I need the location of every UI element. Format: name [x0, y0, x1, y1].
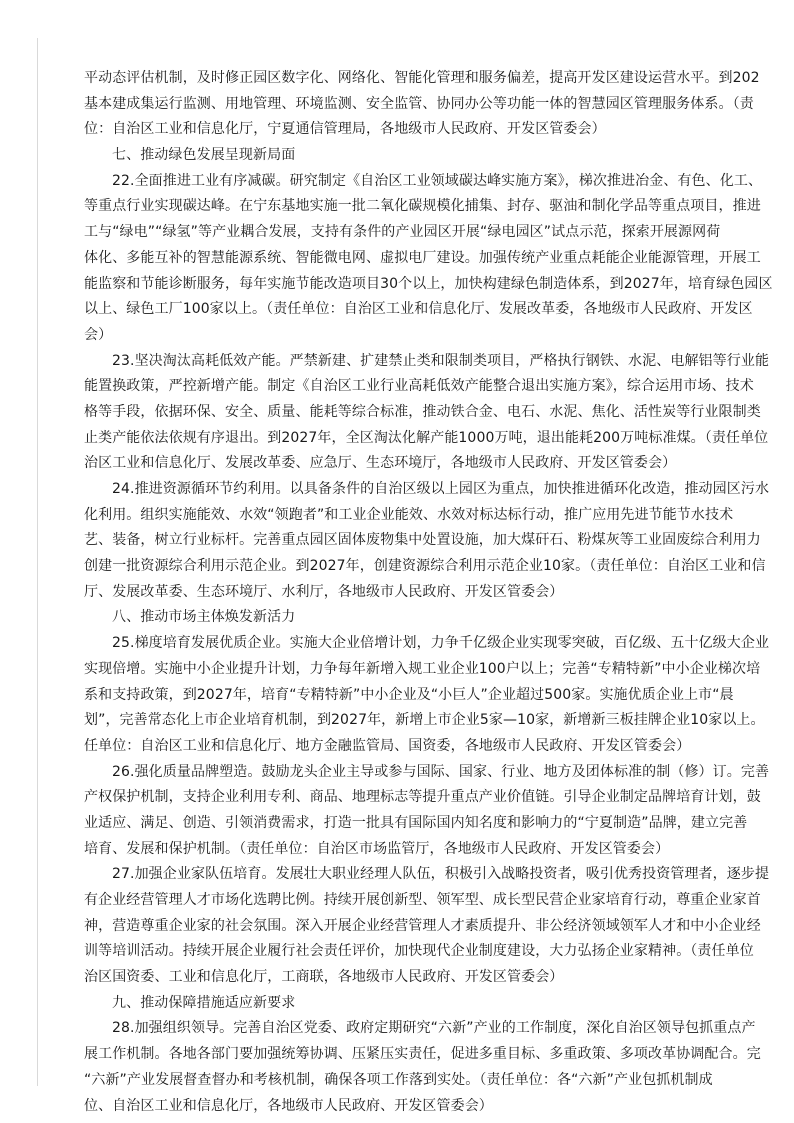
text-line: 会）: [84, 326, 113, 343]
page-margin-rule: [37, 38, 38, 1086]
text-line: 以上、绿色工厂100家以上。（责任单位：自治区工业和信息化厅、发展改革委，各地级市人民政府、开发区: [84, 301, 753, 318]
text-line: 艺、装备，树立行业标杆。完善重点园区固体废物集中处置设施，加大煤矸石、粉煤灰等工业固废综合利用力: [84, 532, 761, 549]
text-line: 体化、多能互补的智慧能源系统、智能微电网、虚拟电厂建设。加强传统产业重点耗能企业能源管理，开展工: [84, 249, 761, 266]
document-page: [84, 66, 794, 1114]
text-line: 止类产能依法依规有序退出。到2027年，全区淘汰化解产能1000万吨，退出能耗200万吨标准煤。（责任单位: [84, 429, 769, 446]
text-line: 25.梯度培育发展优质企业。实施大企业倍增计划，力争千亿级企业实现零突破，百亿级、五十亿级大企业: [112, 635, 770, 652]
text-line: 系和支持政策，到2027年，培育“专精特新”中小企业及“小巨人”企业超过500家。实施优质企业上市“晨: [84, 686, 734, 703]
text-line: 位：自治区工业和信息化厅，宁夏通信管理局，各地级市人民政府、开发区管委会）: [84, 121, 606, 138]
text-line: 厅、发展改革委、生态环境厅、水利厅，各地级市人民政府、开发区管委会）: [84, 583, 564, 600]
text-line: 等重点行业实现碳达峰。在宁东基地实施一批二氧化碳规模化捕集、封存、驱油和制化学品等重点项目，推进: [84, 198, 761, 215]
text-line: 任单位：自治区工业和信息化厅、地方金融监管局、国资委，各地级市人民政府、开发区管委会）: [84, 737, 691, 754]
text-line: 基本建成集运行监测、用地管理、环境监测、安全监管、协同办公等功能一体的智慧园区管理服务体系。（责: [84, 95, 754, 112]
text-line: 创建一批资源综合利用示范企业。到2027年，创建资源综合利用示范企业10家。（责任单位：自治区工业和信: [84, 558, 766, 575]
text-line: 化利用。组织实施能效、水效“领跑者”和工业企业能效、水效对标达标行动，推广应用先进节能节水技术: [84, 506, 734, 523]
text-line: 九、推动保障措施适应新要求: [112, 994, 296, 1011]
text-line: 能监察和节能诊断服务，每年实施节能改造项目30个以上，加快构建绿色制造体系，到2027年，培育绿色园区: [84, 275, 773, 292]
text-line: 工与“绿电”“绿氢”等产业耦合发展，支持有条件的产业园区开展“绿电园区”试点示范，探索开展源网荷: [84, 224, 721, 241]
text-line: 22.全面推进工业有序减碳。研究制定《自治区工业领域碳达峰实施方案》，梯次推进冶金、有色、化工、: [112, 172, 763, 189]
text-line: 展工作机制。各地各部门要加强统筹协调、压紧压实责任，促进多重目标、多重政策、多项改革协调配合。完: [84, 1046, 761, 1063]
text-line: 业适应、满足、创造、引领消费需求，打造一批具有国际国内知名度和影响力的“宁夏制造”品牌，建立完善: [84, 814, 748, 831]
text-line: 八、推动市场主体焕发新活力: [112, 609, 296, 626]
text-line: 能置换政策，严控新增产能。制定《自治区工业行业高耗低效产能整合退出实施方案》，综合运用市场、技术: [84, 378, 754, 395]
text-line: 26.强化质量品牌塑造。鼓励龙头企业主导或参与国际、国家、行业、地方及团体标准的制（修）订。完善: [112, 763, 770, 780]
text-line: 24.推进资源循环节约利用。以具备条件的自治区级以上园区为重点，加快推进循环化改造，推动园区污水: [112, 481, 770, 497]
text-line: 23.坚决淘汰高耗低效产能。严禁新建、扩建禁止类和限制类项目，严格执行钢铁、水泥、电解铝等行业能: [112, 352, 770, 369]
text-line: 治区工业和信息化厅、发展改革委、应急厅、生态环境厅，各地级市人民政府、开发区管委会）: [84, 455, 677, 472]
text-line: 七、推动绿色发展呈现新局面: [112, 147, 296, 164]
text-line: 位、自治区工业和信息化厅，各地级市人民政府、开发区管委会）: [84, 1097, 493, 1114]
text-line: “六新”产业发展督查督办和考核机制，确保各项工作落到实处。（责任单位：各“六新”产业包抓机制成: [84, 1071, 713, 1088]
text-line: 神，营造尊重企业家的社会氛围。深入开展企业经营管理人才素质提升、非公经济领域领军人才和中小企业经: [84, 917, 761, 934]
text-line: 划”，完善常态化上市企业培育机制，到2027年，新增上市企业5家—10家，新增新三板挂牌企业10家以上。: [84, 712, 765, 729]
text-line: 实现倍增。实施中小企业提升计划，力争每年新增入规工业企业100户以上；完善“专精特新”中小企业梯次培: [84, 660, 761, 677]
text-line: 产权保护机制，支持企业利用专利、商品、地理标志等提升重点产业价值链。引导企业制定品牌培育计划，鼓: [84, 789, 761, 806]
text-line: 27.加强企业家队伍培育。发展壮大职业经理人队伍，积极引入战略投资者，吸引优秀投资管理者，逐步提: [112, 866, 770, 883]
text-line: 28.加强组织领导。完善自治区党委、政府定期研究“六新”产业的工作制度，深化自治区领导包抓重点产: [112, 1020, 756, 1037]
text-line: 有企业经营管理人才市场化选聘比例。持续开展创新型、领军型、成长型民营企业家培育行动，尊重企业家首: [84, 892, 761, 908]
text-line: 治区国资委、工业和信息化厅，工商联，各地级市人民政府、开发区管委会）: [84, 969, 564, 986]
text-line: 训等培训活动。持续开展企业履行社会责任评价，加快现代企业制度建设，大力弘扬企业家精神。（责任单位: [84, 943, 754, 960]
text-line: 格等手段，依据环保、安全、质量、能耗等综合标准，推动铁合金、电石、水泥、焦化、活性炭等行业限制类: [84, 403, 761, 420]
text-line: 平动态评估机制，及时修正园区数字化、网络化、智能化管理和服务偏差，提高开发区建设运营水平。到202: [84, 70, 760, 86]
text-line: 培育、发展和保护机制。（责任单位：自治区市场监管厅，各地级市人民政府、开发区管委会）: [84, 840, 670, 857]
